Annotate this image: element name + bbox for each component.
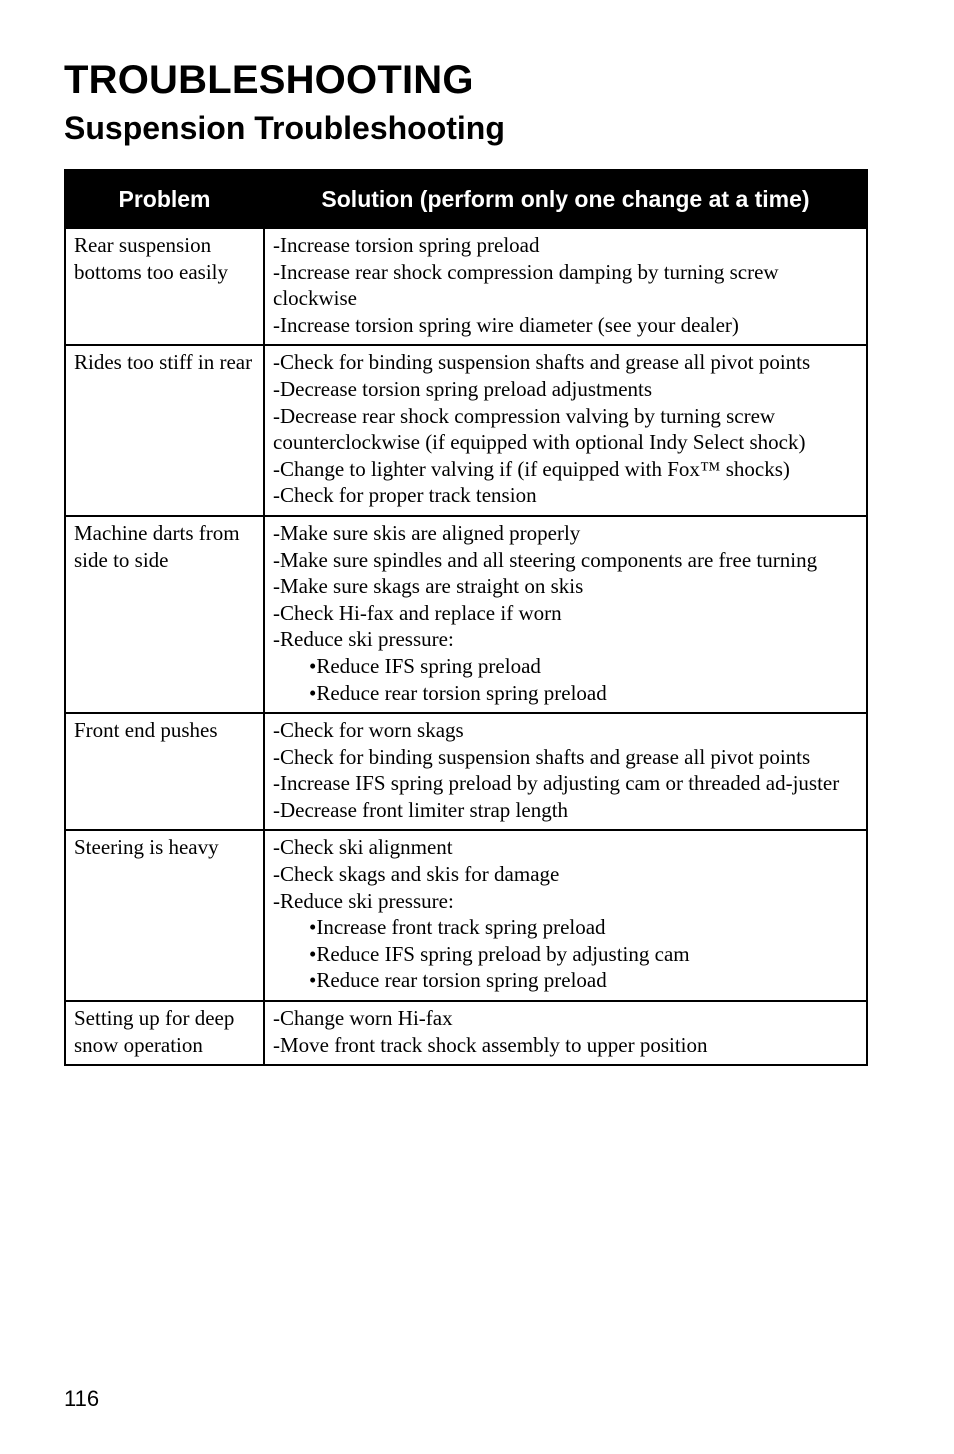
solution-item: -Check Hi-fax and replace if worn: [273, 600, 562, 625]
solution-item: -Increase IFS spring preload by adjusting cam or threaded ad-juster: [273, 771, 840, 796]
solution-item: -Increase torsion spring preload: [273, 233, 540, 257]
solution-item: -Move front track shock assembly to upper position: [273, 1032, 708, 1057]
solution-item: -Change worn Hi-fax: [273, 1006, 453, 1031]
solution-item: -Increase rear shock compression damping by turning screw clockwise: [273, 259, 779, 311]
problem-cell: Steering is heavy: [65, 830, 264, 1001]
solution-cell: [264, 345, 867, 516]
table-row: [65, 713, 867, 830]
solution-item: -Check for binding suspension shafts and grease all pivot points: [273, 350, 811, 375]
table-row: [65, 830, 867, 1001]
table-row: [65, 516, 867, 713]
column-header-solution: Solution (perform only one change at a time): [264, 170, 867, 228]
solution-item: -Decrease front limiter strap length: [273, 797, 569, 822]
solution-item: -Check skags and skis for damage: [273, 862, 560, 887]
solution-subitem: •Increase front track spring preload: [309, 915, 606, 940]
solution-subitem: •Reduce IFS spring preload by adjusting cam: [309, 941, 690, 966]
solution-item: -Reduce ski pressure:: [273, 627, 454, 652]
section-subtitle: Suspension Troubleshooting: [64, 110, 505, 146]
solution-item: -Reduce ski pressure:: [273, 888, 454, 913]
solution-subitem: •Reduce rear torsion spring preload: [309, 680, 607, 705]
table-row: [65, 1001, 867, 1065]
solution-item: -Make sure spindles and all steering components are free turning: [273, 547, 818, 572]
table-row: [65, 228, 867, 345]
solution-item: -Check for worn skags: [273, 718, 464, 743]
troubleshooting-table: [64, 169, 868, 1066]
solution-item: -Check ski alignment: [273, 835, 453, 860]
solution-item: -Decrease torsion spring preload adjustments: [273, 376, 653, 401]
solution-subitem: •Reduce IFS spring preload: [309, 653, 541, 678]
solution-item: -Make sure skags are straight on skis: [273, 574, 584, 599]
problem-cell: Machine darts from side to side: [65, 516, 264, 713]
solution-cell: [264, 516, 867, 713]
solution-cell: [264, 228, 867, 345]
solution-cell: [264, 713, 867, 830]
page-number: 116: [64, 1386, 100, 1411]
problem-cell: Front end pushes: [65, 713, 264, 830]
solution-item: -Decrease rear shock compression valving by turning screw counterclockwise (if equipped with optional Indy Select shock): [273, 403, 806, 455]
column-header-problem: Problem: [65, 170, 264, 228]
table-body: [65, 228, 867, 1065]
solution-item: -Check for proper track tension: [273, 483, 537, 508]
solution-cell: [264, 1001, 867, 1065]
solution-cell: [264, 830, 867, 1001]
problem-cell: Rides too stiff in rear: [65, 345, 264, 516]
problem-cell: Rear suspension bottoms too easily: [65, 228, 264, 345]
solution-item: -Increase torsion spring wire diameter (see your dealer): [273, 312, 739, 337]
table-row: [65, 345, 867, 516]
solution-item: -Change to lighter valving if (if equipped with Fox™ shocks): [273, 456, 790, 481]
page-title: TROUBLESHOOTING: [64, 58, 474, 102]
problem-cell: Setting up for deep snow operation: [65, 1001, 264, 1065]
solution-subitem: •Reduce rear torsion spring preload: [309, 968, 607, 993]
solution-item: -Make sure skis are aligned properly: [273, 520, 581, 545]
table-header-row: [65, 170, 867, 228]
solution-item: -Check for binding suspension shafts and grease all pivot points: [273, 744, 811, 769]
